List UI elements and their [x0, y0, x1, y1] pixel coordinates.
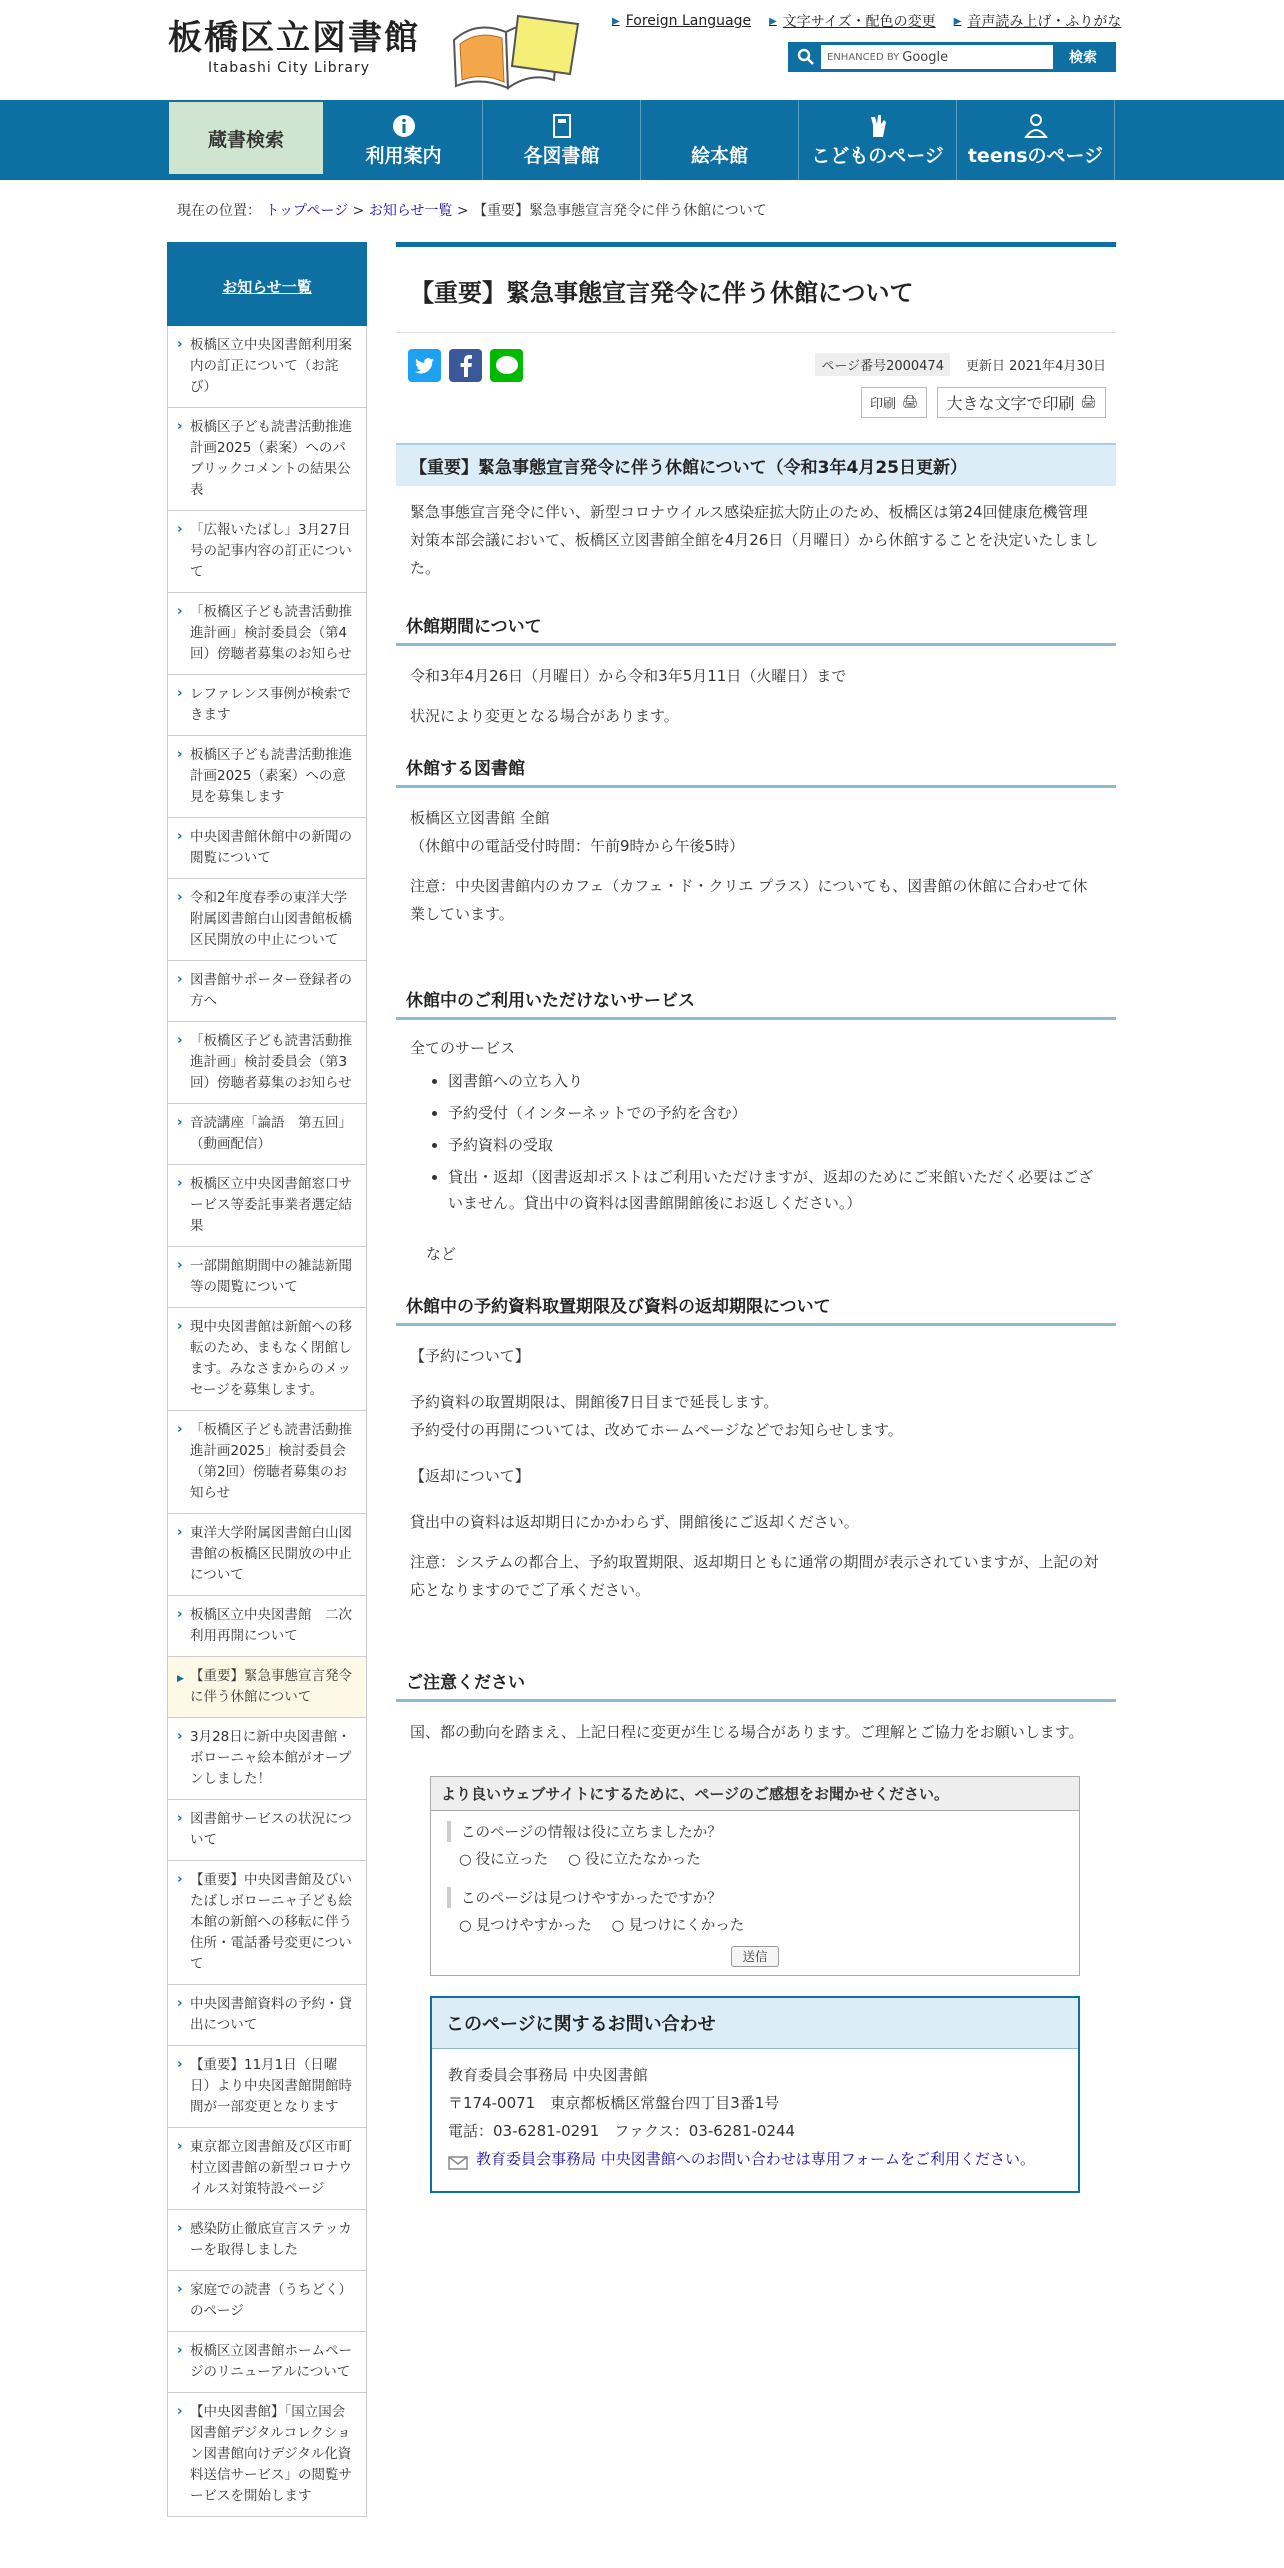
sidebar-item[interactable]: ▶ 【重要】緊急事態宣言発令に伴う休館について	[168, 1657, 366, 1718]
text-size-color-link[interactable]: ▶ 文字サイズ・配色の変更	[769, 14, 936, 30]
sidebar-item[interactable]: › レファレンス事例が検索できます	[168, 675, 366, 736]
voice-reading-link[interactable]: ▶ 音声読み上げ・ふりがな	[953, 14, 1122, 30]
sidebar-item[interactable]: › 「板橋区子ども読書活動推進計画」検討委員会（第3回）傍聴者募集のお知らせ	[168, 1022, 366, 1104]
contact-form-link[interactable]: 教育委員会事務局 中央図書館へのお問い合わせは専用フォームをご利用ください。	[476, 2150, 1036, 2168]
sidebar-item[interactable]: › 中央図書館資料の予約・貸出について	[168, 1985, 366, 2046]
closure-period-text: 令和3年4月26日（月曜日）から令和3年5月11日（火曜日）まで	[410, 667, 847, 685]
facebook-icon[interactable]	[449, 349, 482, 382]
section-libraries-heading: 休館する図書館	[396, 754, 1116, 788]
page-number: ページ番号2000474	[815, 353, 950, 376]
services-list	[396, 1068, 1116, 1216]
page-title: 【重要】緊急事態宣言発令に伴う休館について	[396, 247, 1116, 333]
reservation-label: 【予約について】	[410, 1347, 530, 1365]
sidebar-item[interactable]: › 板橋区子ども読書活動推進計画2025（素案）への意見を募集します	[168, 736, 366, 818]
nav-usage-guide[interactable]: 利用案内	[325, 100, 483, 180]
sidebar-item[interactable]: › 図書館サポーター登録者の方へ	[168, 961, 366, 1022]
sidebar-heading	[167, 242, 367, 326]
contact-address: 〒174-0071 東京都板橋区常盤台四丁目3番1号	[448, 2094, 780, 2112]
sidebar-item[interactable]: › 板橋区子ども読書活動推進計画2025（素案）へのパブリックコメントの結果公表	[168, 408, 366, 511]
books-logo-icon	[446, 10, 586, 92]
updated-date: 更新日 2021年4月30日	[965, 359, 1106, 374]
sidebar-item[interactable]: › 音読講座「論語 第五回」（動画配信）	[168, 1104, 366, 1165]
contact-heading: このページに関するお問い合わせ	[432, 1998, 1078, 2049]
options-findable	[459, 1914, 1079, 1935]
sidebar-item[interactable]: › 一部開館期間中の雑誌新聞等の閲覧について	[168, 1247, 366, 1308]
print-large-button[interactable]: 大きな文字で印刷 🖨	[937, 387, 1106, 418]
radio-findable-no[interactable]: ○ 見つけにくかった	[612, 1914, 745, 1935]
print-button[interactable]: 印刷 🖨	[861, 387, 928, 418]
section-closure-period-heading: 休館期間について	[396, 612, 1116, 646]
sidebar-item[interactable]: › 「板橋区子ども読書活動推進計画2025」検討委員会（第2回）傍聴者募集のお知らせ	[168, 1411, 366, 1514]
libraries-text: 板橋区立図書館 全館 （休館中の電話受付時間：午前9時から午後5時）	[410, 809, 745, 855]
feedback-heading: より良いウェブサイトにするために、ページのご感想をお聞かせください。	[431, 1777, 1079, 1811]
radio-findable-yes[interactable]: ○ 見つけやすかった	[459, 1914, 592, 1935]
top-links	[612, 11, 1121, 31]
radio-useful-no[interactable]: ○ 役に立たなかった	[568, 1848, 701, 1869]
section-services-heading: 休館中のご利用いただけないサービス	[396, 986, 1116, 1020]
twitter-icon[interactable]	[408, 349, 441, 382]
return-label: 【返却について】	[410, 1467, 530, 1485]
nav-libraries[interactable]: 各図書館	[483, 100, 641, 180]
sidebar-item[interactable]: › 板橋区立図書館ホームページのリニューアルについて	[168, 2332, 366, 2393]
arrow-right-icon: ▶	[769, 15, 777, 27]
sidebar-list	[167, 326, 367, 2517]
list-item: • 予約受付（インターネットでの予約を含む）	[448, 1100, 1102, 1126]
global-nav	[0, 100, 1284, 180]
breadcrumb-current: 【重要】緊急事態宣言発令に伴う休館について	[473, 203, 767, 219]
arrow-right-icon: ▶	[612, 15, 620, 27]
list-item: • 予約資料の受取	[448, 1132, 1102, 1158]
line-icon[interactable]	[490, 349, 523, 382]
foreign-language-link[interactable]: ▶ Foreign Language	[612, 13, 752, 29]
printer-icon: 🖨	[1080, 395, 1097, 410]
sidebar-item[interactable]: › 感染防止徹底宣言ステッカーを取得しました	[168, 2210, 366, 2271]
page-info	[815, 353, 1106, 376]
logo-japanese: 板橋区立図書館	[168, 18, 420, 58]
search-button[interactable]: 検索	[1069, 50, 1097, 66]
building-icon	[551, 111, 573, 141]
list-item: • 図書館への立ち入り	[448, 1068, 1102, 1094]
closure-note-text: 状況により変更となる場合があります。	[410, 707, 679, 725]
search-input[interactable]: ENHANCED BY Google	[821, 45, 1053, 69]
options-useful	[459, 1848, 1079, 1869]
nav-picture-book[interactable]: 絵本館	[641, 100, 799, 180]
cafe-note-text: 注意：中央図書館内のカフェ（カフェ・ド・クリエ プラス）についても、図書館の休館に合わせて休業しています。	[410, 877, 1088, 923]
sidebar	[167, 242, 367, 2517]
notice-text: 国、都の動向を踏まえ、上記日程に変更が生じる場合があります。ご理解とご協力をお願いします。	[410, 1723, 1084, 1741]
printer-icon: 🖨	[901, 395, 919, 410]
services-etc-text: など	[426, 1245, 457, 1263]
contact-dept: 教育委員会事務局 中央図書館	[448, 2066, 648, 2084]
sidebar-item[interactable]: › 「板橋区子ども読書活動推進計画」検討委員会（第4回）傍聴者募集のお知らせ	[168, 593, 366, 675]
sidebar-item[interactable]: › 【中央図書館】「国立国会図書館デジタルコレクション図書館向けデジタル化資料送信サービス」の閲覧サービスを開始します	[168, 2393, 366, 2517]
feedback-form	[430, 1776, 1080, 1976]
arrow-right-icon: ▶	[953, 15, 962, 27]
sidebar-item[interactable]: › 東京都立図書館及び区市町村立図書館の新型コロナウイルス対策特設ページ	[168, 2128, 366, 2210]
search-icon	[791, 45, 821, 69]
sidebar-item[interactable]: › 家庭での読書（うちどく）のページ	[168, 2271, 366, 2332]
site-header	[0, 0, 1284, 100]
page-meta	[396, 333, 1116, 431]
sidebar-item[interactable]: › 【重要】11月1日（日曜日）より中央図書館開館時間が一部変更となります	[168, 2046, 366, 2128]
sidebar-item[interactable]: › 令和2年度春季の東洋大学附属図書館白山図書館板橋区民開放の中止について	[168, 879, 366, 961]
system-note-text: 注意：システムの都合上、予約取置期限、返却期日ともに通常の期間が表示されていますが、上記の対応となりますのでご了承ください。	[410, 1553, 1099, 1599]
site-logo[interactable]	[168, 18, 420, 76]
breadcrumb-home-link[interactable]: トップページ	[265, 203, 349, 219]
sidebar-item[interactable]: › 3月28日に新中央図書館・ボローニャ絵本館がオープンしました！	[168, 1718, 366, 1800]
return-text: 貸出中の資料は返却期日にかかわらず、開館後にご返却ください。	[410, 1513, 859, 1531]
sidebar-item[interactable]: › 現中央図書館は新館への移転のため、まもなく閉館します。みなさまからのメッセージを募集します。	[168, 1308, 366, 1411]
info-icon	[392, 111, 416, 141]
site-search	[788, 42, 1116, 72]
list-item: • 貸出・返却（図書返却ポストはご利用いただけますが、返却のためにご来館いただく必要はございません。貸出中の資料は図書館開館後にお返しください。）	[448, 1164, 1102, 1216]
sidebar-item[interactable]: › 中央図書館休館中の新聞の閲覧について	[168, 818, 366, 879]
section-notice-heading: ご注意ください	[396, 1668, 1116, 1702]
sidebar-heading-link[interactable]: お知らせ一覧	[222, 277, 312, 296]
breadcrumb-list-link[interactable]: お知らせ一覧	[368, 203, 453, 219]
nav-teens[interactable]: teensのページ	[957, 100, 1115, 180]
logo-english: Itabashi City Library	[208, 60, 371, 76]
print-buttons	[861, 387, 1106, 418]
radio-useful-yes[interactable]: ○ 役に立った	[459, 1848, 548, 1869]
sidebar-item[interactable]: › 「広報いたばし」3月27日号の記事内容の訂正について	[168, 511, 366, 593]
reservation-text: 予約資料の取置期限は、開館後7日目まで延長します。 予約受付の再開については、改めてホームページなどでお知らせします。	[410, 1393, 903, 1439]
breadcrumb: 現在の位置： トップページ > お知らせ一覧 > 【重要】緊急事態宣言発令に伴う休館について	[177, 203, 767, 219]
intro-text: 緊急事態宣言発令に伴い、新型コロナウイルス感染症拡大防止のため、板橋区は第24回健康危機管理対策本部会議において、板橋区立図書館全館を4月26日（月曜日）から休館することを決定いたしました。	[410, 503, 1099, 577]
sidebar-item[interactable]: › 図書館サービスの状況について	[168, 1800, 366, 1861]
submit-button[interactable]: 送信	[731, 1946, 778, 1967]
sidebar-item[interactable]: › 【重要】中央図書館及びいたばしボローニャ子ども絵本館の新館への移転に伴う住所・電話番号変更について	[168, 1861, 366, 1985]
person-icon	[1023, 111, 1049, 141]
mail-icon	[448, 2151, 468, 2179]
sidebar-item[interactable]: › 板橋区立中央図書館利用案内の訂正について（お詫び）	[168, 326, 366, 408]
sidebar-item[interactable]: › 板橋区立中央図書館 二次利用再開について	[168, 1596, 366, 1657]
hand-icon	[867, 111, 889, 141]
main-content	[396, 242, 1116, 2193]
question-useful: このページの情報は役に立ちましたか？	[447, 1821, 1079, 1842]
contact-phone: 電話：03-6281-0291 ファクス：03-6281-0244	[448, 2122, 796, 2140]
contact-box	[430, 1996, 1080, 2193]
nav-kids[interactable]: こどものページ	[799, 100, 957, 180]
question-findable: このページは見つけやすかったですか？	[447, 1887, 1079, 1908]
share-buttons	[408, 349, 523, 382]
sidebar-item[interactable]: › 東洋大学附属図書館白山図書館の板橋区民開放の中止について	[168, 1514, 366, 1596]
section-deadlines-heading: 休館中の予約資料取置期限及び資料の返却期限について	[396, 1292, 1116, 1326]
sidebar-item[interactable]: › 板橋区立中央図書館窓口サービス等委託事業者選定結果	[168, 1165, 366, 1247]
services-all-text: 全てのサービス	[410, 1039, 516, 1057]
nav-catalog-search[interactable]: 蔵書検索	[167, 100, 325, 176]
article-heading: 【重要】緊急事態宣言発令に伴う休館について（令和3年4月25日更新）	[396, 443, 1116, 486]
